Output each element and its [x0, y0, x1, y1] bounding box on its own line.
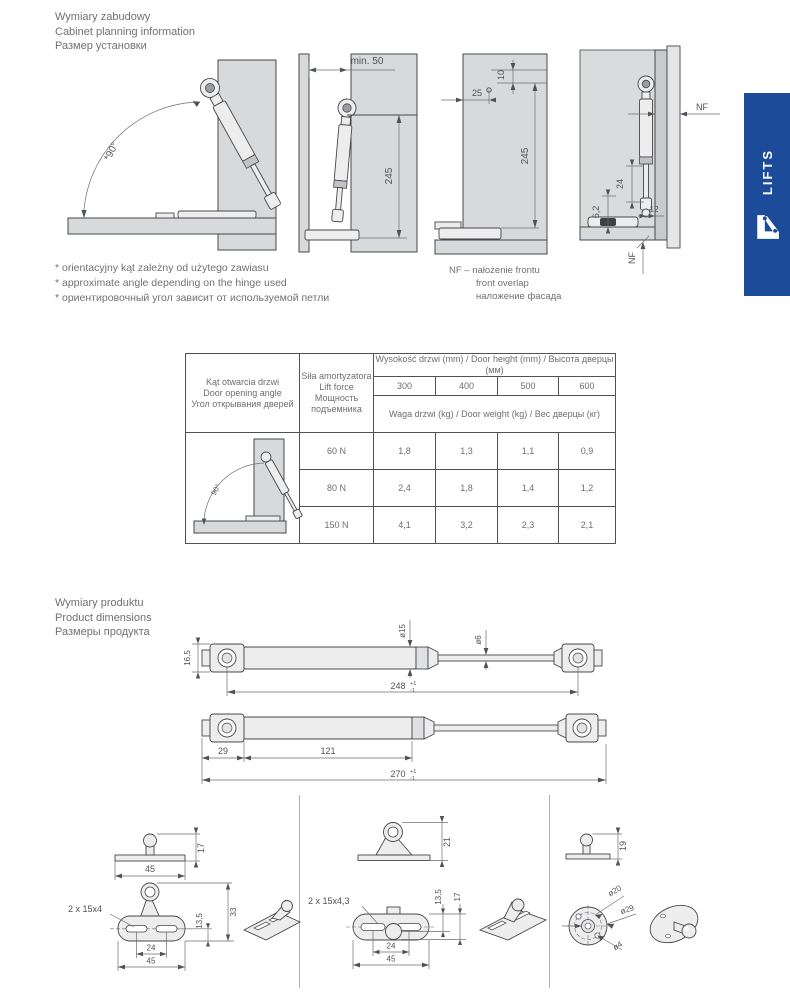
page-title [55, 10, 195, 54]
dim-245-label: 245 [384, 167, 395, 185]
dim-17-label: 17 [196, 842, 206, 854]
dim-dia4-label: ø4 [611, 939, 625, 953]
note-ru: * ориентировочный угол зависит от используемой петли [55, 292, 330, 304]
drawing-bracket-b [300, 798, 550, 990]
dim-121-label: 121 [320, 746, 336, 756]
dim-33-label: 33 [229, 907, 238, 917]
weight-cell: 1,4 [498, 470, 559, 507]
load-capacity-table [185, 353, 616, 544]
dim-45-label: 45 [144, 864, 156, 874]
dim-dia20-label: ø20 [606, 883, 623, 899]
drawing-lift-compressed [182, 706, 612, 791]
category-tab-lifts[interactable] [744, 93, 790, 296]
weight-cell: 1,8 [436, 470, 498, 507]
slot-size-label: 2 x 15x4 [68, 904, 103, 914]
page-title-pl: Wymiary zabudowy [55, 11, 151, 23]
dim-19-label: 19 [618, 840, 628, 852]
force-header-ru1: Мощность [314, 393, 359, 403]
drawing-bracket-c [552, 798, 790, 990]
angle-notes [55, 261, 329, 306]
force-80n: 80 N [300, 470, 374, 507]
weight-cell: 4,1 [374, 507, 436, 544]
dim-6-2-label: 6,2 [591, 205, 601, 219]
bracket-a-3d [244, 901, 300, 941]
dim-24-label: 24 [615, 178, 625, 190]
height-500: 500 [498, 377, 559, 396]
dim-245-label: 245 [520, 147, 531, 165]
dim-248-tol-plus: +1 [410, 681, 417, 687]
diagram-side-section-open [295, 48, 425, 260]
nf-legend-ru: наложение фасада [476, 291, 562, 302]
force-header-en: Lift force [319, 382, 354, 392]
mini-angle-diagram [190, 435, 296, 539]
nf-legend-en: front overlap [476, 278, 529, 289]
dim-10-label: 10 [496, 69, 506, 81]
weight-cell: 1,1 [498, 433, 559, 470]
dim-24-label: 24 [146, 943, 156, 953]
dim-270-tol-minus: -1 [410, 776, 415, 782]
diagram-closed-section [576, 46, 726, 281]
drawing-bracket-a [60, 798, 298, 990]
door-weight-header: Waga drzwi (kg) / Door weight (kg) / Вес дверцы (кг) [374, 396, 616, 433]
angle-header-ru: Угол открывания дверей [191, 398, 294, 409]
nf-legend-pl: NF – nałożenie frontu [449, 265, 540, 276]
height-400: 400 [436, 377, 498, 396]
dim-angle-label: *90° [102, 140, 122, 163]
dim-13-5-label: 13,5 [434, 889, 443, 905]
dim-45b-label: 45 [146, 956, 156, 966]
slot-size-label: 2 x 15x4,3 [308, 896, 350, 906]
weight-cell: 1,2 [559, 470, 616, 507]
dim-13-5-label: 13,5 [195, 913, 204, 929]
diagram-mount-position [435, 46, 565, 262]
height-600: 600 [559, 377, 616, 396]
weight-cell: 2,1 [559, 507, 616, 544]
force-150n: 150 N [300, 507, 374, 544]
angle-header-cell [186, 354, 300, 433]
dim-24-label: 24 [386, 941, 396, 951]
dim-nf-label: NF [696, 102, 708, 112]
weight-cell: 1,3 [436, 433, 498, 470]
dim-17-label: 17 [453, 892, 462, 902]
dim-25-label: 25 [471, 88, 483, 98]
drawing-lift-extended [182, 606, 612, 706]
dim-min50-label: min. 50 [350, 56, 384, 67]
product-dimensions-title [55, 596, 152, 640]
mini-angle-label: 90° [208, 482, 223, 497]
note-pl: * orientacyjny kąt zależny od użytego zawiasu [55, 262, 269, 274]
weight-cell: 2,3 [498, 507, 559, 544]
force-header-cell [300, 354, 374, 433]
force-header-pl: Siła amortyzatora [301, 371, 372, 381]
dim-29-label: 29 [217, 746, 229, 756]
weight-cell: 1,8 [374, 433, 436, 470]
dim-248-tol-minus: -1 [410, 688, 415, 694]
angle-header-en: Door opening angle [203, 387, 282, 398]
page-title-ru: Размер установки [55, 40, 147, 52]
force-header-ru2: подъемника [311, 404, 362, 414]
note-en: * approximate angle depending on the hinge used [55, 277, 287, 289]
dim-45-label: 45 [386, 954, 396, 964]
page-title-en: Cabinet planning information [55, 25, 196, 38]
weight-cell: 0,9 [559, 433, 616, 470]
dim-nf-bottom-label: NF [627, 252, 637, 264]
bracket-b-3d [480, 899, 546, 940]
dim-270-label: 270 [390, 769, 406, 779]
diagram-opening-angle [60, 50, 295, 255]
dim-16-5-label: 16,5 [183, 650, 192, 666]
dim-dia15-label: ø15 [398, 624, 407, 638]
force-60n: 60 N [300, 433, 374, 470]
product-title-pl: Wymiary produktu [55, 597, 144, 609]
weight-cell: 2,4 [374, 470, 436, 507]
angle-header-pl: Kąt otwarcia drzwi [205, 376, 280, 387]
door-height-header: Wysokość drzwi (mm) / Door height (mm) / Высота дверцы (мм) [374, 354, 616, 377]
lift-flap-icon [754, 214, 780, 240]
dim-21-label: 21 [442, 836, 452, 848]
product-title-en: Product dimensions [55, 611, 152, 624]
product-title-ru: Размеры продукта [55, 626, 150, 638]
dim-dia6-label: ø6 [474, 635, 483, 645]
weight-cell: 3,2 [436, 507, 498, 544]
dim-12-label: 12 [649, 205, 659, 214]
angle-diagram-cell [186, 433, 300, 544]
bracket-c-3d [644, 898, 704, 950]
dim-dia29-label: ø29 [619, 903, 636, 917]
tab-label: LIFTS [759, 149, 775, 196]
nf-legend [449, 264, 561, 303]
dim-248-label: 248 [390, 681, 406, 691]
height-300: 300 [374, 377, 436, 396]
dim-270-tol-plus: +1 [410, 769, 417, 775]
